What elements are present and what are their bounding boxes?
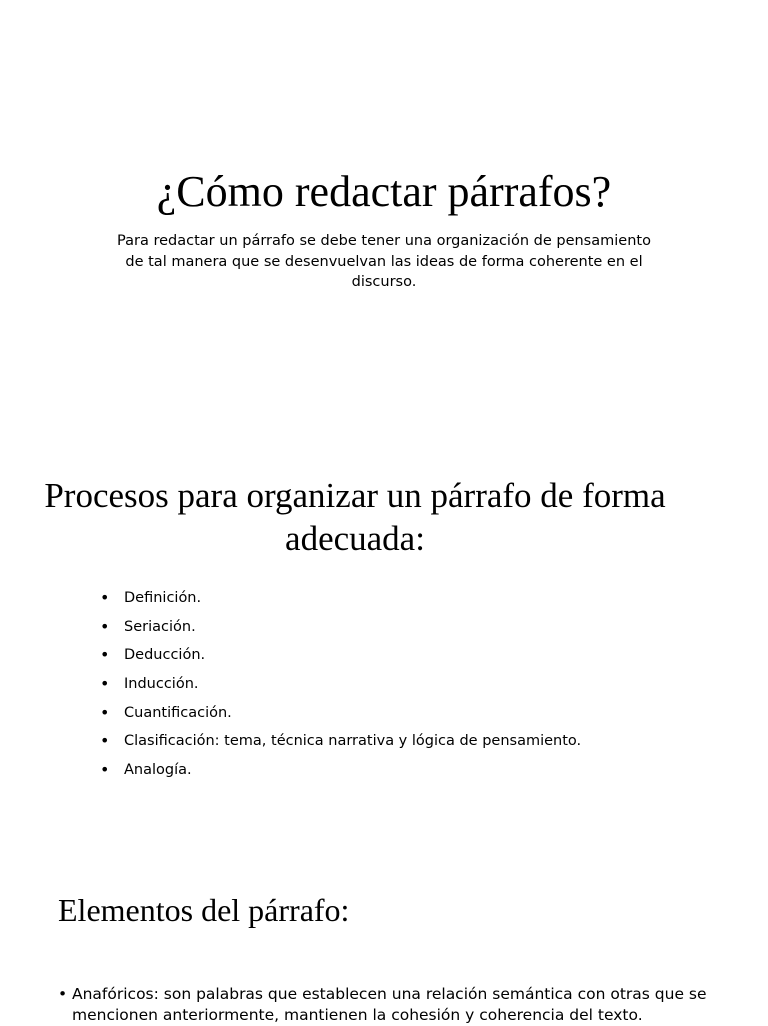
slide-subtitle: Para redactar un párrafo se debe tener una organización de pensamiento de tal manera que se desenvuelvan las ideas de forma coherente en el discurso.: [117, 233, 651, 290]
list-item: [100, 730, 581, 759]
bullet-icon: •: [100, 645, 110, 665]
bullet-icon: •: [100, 616, 110, 636]
bullet-icon: •: [100, 674, 110, 694]
list-item-label: Cuantificación.: [124, 704, 232, 721]
list-item: [100, 587, 581, 616]
list-item-label: Seriación.: [124, 618, 196, 635]
bullet-icon: •: [100, 588, 110, 607]
list-item: [100, 702, 581, 731]
list-item: [100, 644, 581, 673]
list-item-label: Deducción.: [124, 647, 206, 664]
list-item-label: Clasificación: tema, técnica narrativa y lógica de pensamiento.: [124, 733, 582, 750]
list-item: [100, 616, 581, 645]
slide-title: ¿Cómo redactar párrafos?: [156, 167, 612, 216]
bullet-icon: •: [100, 731, 110, 751]
processes-list: [100, 587, 581, 788]
bullet-icon: •: [100, 760, 110, 780]
list-item-label: Inducción.: [124, 676, 199, 693]
elements-paragraph: [58, 984, 752, 1026]
bullet-icon: •: [100, 702, 110, 722]
list-item-label: Analogía.: [124, 762, 192, 779]
bullet-icon: •: [58, 985, 68, 1003]
elements-heading: Elementos del párrafo:: [58, 892, 350, 928]
paragraph-text: Anafóricos: son palabras que establecen una relación semántica con otras que se mencionen anteriormente, mantienen la cohesión y coherencia del texto.: [72, 985, 707, 1024]
list-item-label: Definición.: [124, 590, 202, 606]
list-item: [100, 673, 581, 702]
processes-heading: Procesos para organizar un párrafo de forma adecuada:: [44, 476, 666, 558]
list-item: [100, 759, 581, 788]
